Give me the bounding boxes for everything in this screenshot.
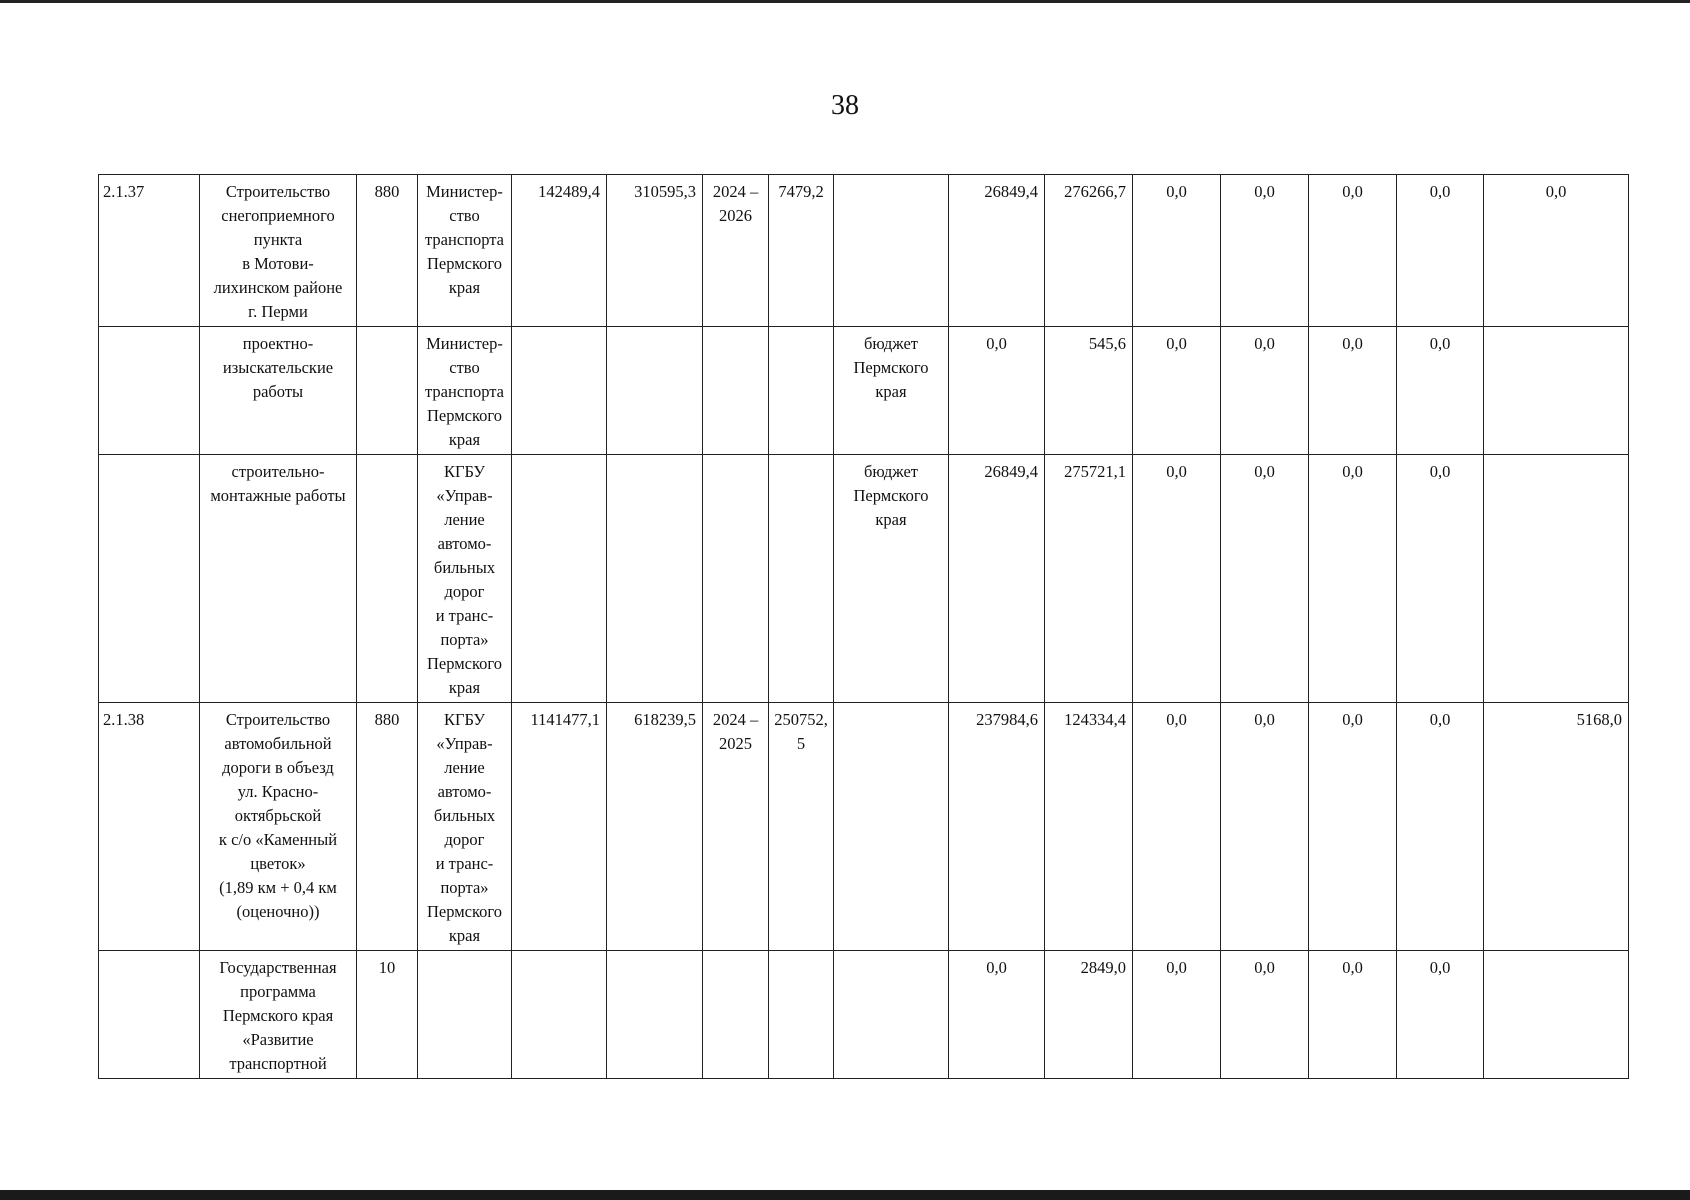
scan-edge-top [0, 0, 1690, 3]
row-estimated-cost: 142489,4 [512, 175, 607, 327]
row-year-6: 0,0 [1397, 175, 1484, 327]
row-year-7 [1484, 327, 1629, 455]
scan-edge-bottom [0, 1190, 1690, 1200]
row-year-4: 0,0 [1221, 175, 1309, 327]
row-year-5: 0,0 [1309, 951, 1397, 1079]
row-year-4: 0,0 [1221, 703, 1309, 951]
row-year-7 [1484, 951, 1629, 1079]
row-year-3: 0,0 [1133, 455, 1221, 703]
row-capacity [357, 327, 418, 455]
table-row [99, 455, 1629, 703]
row-prior-funding [769, 951, 834, 1079]
row-period [703, 455, 769, 703]
row-year-6: 0,0 [1397, 455, 1484, 703]
row-year-1: 0,0 [949, 327, 1045, 455]
row-year-7: 5168,0 [1484, 703, 1629, 951]
row-name: проектно- изыскательские работы [200, 327, 357, 455]
row-year-3: 0,0 [1133, 951, 1221, 1079]
row-year-6: 0,0 [1397, 951, 1484, 1079]
row-responsible: Министер- ство транспорта Пермского края [418, 327, 512, 455]
row-source [834, 175, 949, 327]
row-prior-funding [769, 327, 834, 455]
table-row [99, 327, 1629, 455]
row-remaining-cost: 310595,3 [607, 175, 703, 327]
row-capacity: 880 [357, 703, 418, 951]
row-name: Государственная программа Пермского края «Развитие транспортной [200, 951, 357, 1079]
row-period: 2024 – 2026 [703, 175, 769, 327]
row-year-4: 0,0 [1221, 951, 1309, 1079]
row-year-2: 276266,7 [1045, 175, 1133, 327]
page-number: 38 [831, 90, 859, 121]
table-row [99, 951, 1629, 1079]
row-year-1: 26849,4 [949, 455, 1045, 703]
table-row [99, 703, 1629, 951]
row-remaining-cost: 618239,5 [607, 703, 703, 951]
row-year-2: 275721,1 [1045, 455, 1133, 703]
row-period: 2024 – 2025 [703, 703, 769, 951]
row-code [99, 455, 200, 703]
row-responsible: Министер- ство транспорта Пермского края [418, 175, 512, 327]
row-prior-funding [769, 455, 834, 703]
row-estimated-cost [512, 951, 607, 1079]
row-year-7 [1484, 455, 1629, 703]
row-name: Строительство снегоприемного пункта в Мотови- лихинском районе г. Перми [200, 175, 357, 327]
row-prior-funding: 250752, 5 [769, 703, 834, 951]
row-year-4: 0,0 [1221, 455, 1309, 703]
row-estimated-cost [512, 327, 607, 455]
row-code [99, 951, 200, 1079]
row-responsible: КГБУ «Управ- ление автомо- бильных дорог и транс- порта» Пермского края [418, 455, 512, 703]
row-remaining-cost [607, 327, 703, 455]
row-responsible [418, 951, 512, 1079]
row-year-1: 26849,4 [949, 175, 1045, 327]
row-year-5: 0,0 [1309, 703, 1397, 951]
row-responsible: КГБУ «Управ- ление автомо- бильных дорог и транс- порта» Пермского края [418, 703, 512, 951]
row-capacity: 10 [357, 951, 418, 1079]
table-row [99, 175, 1629, 327]
row-year-7: 0,0 [1484, 175, 1629, 327]
row-year-2: 545,6 [1045, 327, 1133, 455]
row-estimated-cost [512, 455, 607, 703]
row-year-5: 0,0 [1309, 175, 1397, 327]
row-period [703, 327, 769, 455]
row-prior-funding: 7479,2 [769, 175, 834, 327]
row-year-4: 0,0 [1221, 327, 1309, 455]
row-source: бюджет Пермского края [834, 455, 949, 703]
row-period [703, 951, 769, 1079]
row-year-1: 0,0 [949, 951, 1045, 1079]
row-year-6: 0,0 [1397, 703, 1484, 951]
row-year-3: 0,0 [1133, 703, 1221, 951]
row-source [834, 703, 949, 951]
row-year-5: 0,0 [1309, 455, 1397, 703]
row-year-5: 0,0 [1309, 327, 1397, 455]
row-source: бюджет Пермского края [834, 327, 949, 455]
row-year-2: 124334,4 [1045, 703, 1133, 951]
row-code: 2.1.38 [99, 703, 200, 951]
row-name: Строительство автомобильной дороги в объезд ул. Красно- октябрьской к с/о «Каменный цветок» (1,89 км + 0,4 км (оценочно)) [200, 703, 357, 951]
row-capacity: 880 [357, 175, 418, 327]
row-year-1: 237984,6 [949, 703, 1045, 951]
row-year-6: 0,0 [1397, 327, 1484, 455]
row-name: строительно- монтажные работы [200, 455, 357, 703]
row-source [834, 951, 949, 1079]
investment-table [98, 174, 1629, 1079]
row-year-3: 0,0 [1133, 175, 1221, 327]
row-estimated-cost: 1141477,1 [512, 703, 607, 951]
row-year-2: 2849,0 [1045, 951, 1133, 1079]
row-remaining-cost [607, 951, 703, 1079]
row-code [99, 327, 200, 455]
row-year-3: 0,0 [1133, 327, 1221, 455]
row-remaining-cost [607, 455, 703, 703]
row-code: 2.1.37 [99, 175, 200, 327]
row-capacity [357, 455, 418, 703]
